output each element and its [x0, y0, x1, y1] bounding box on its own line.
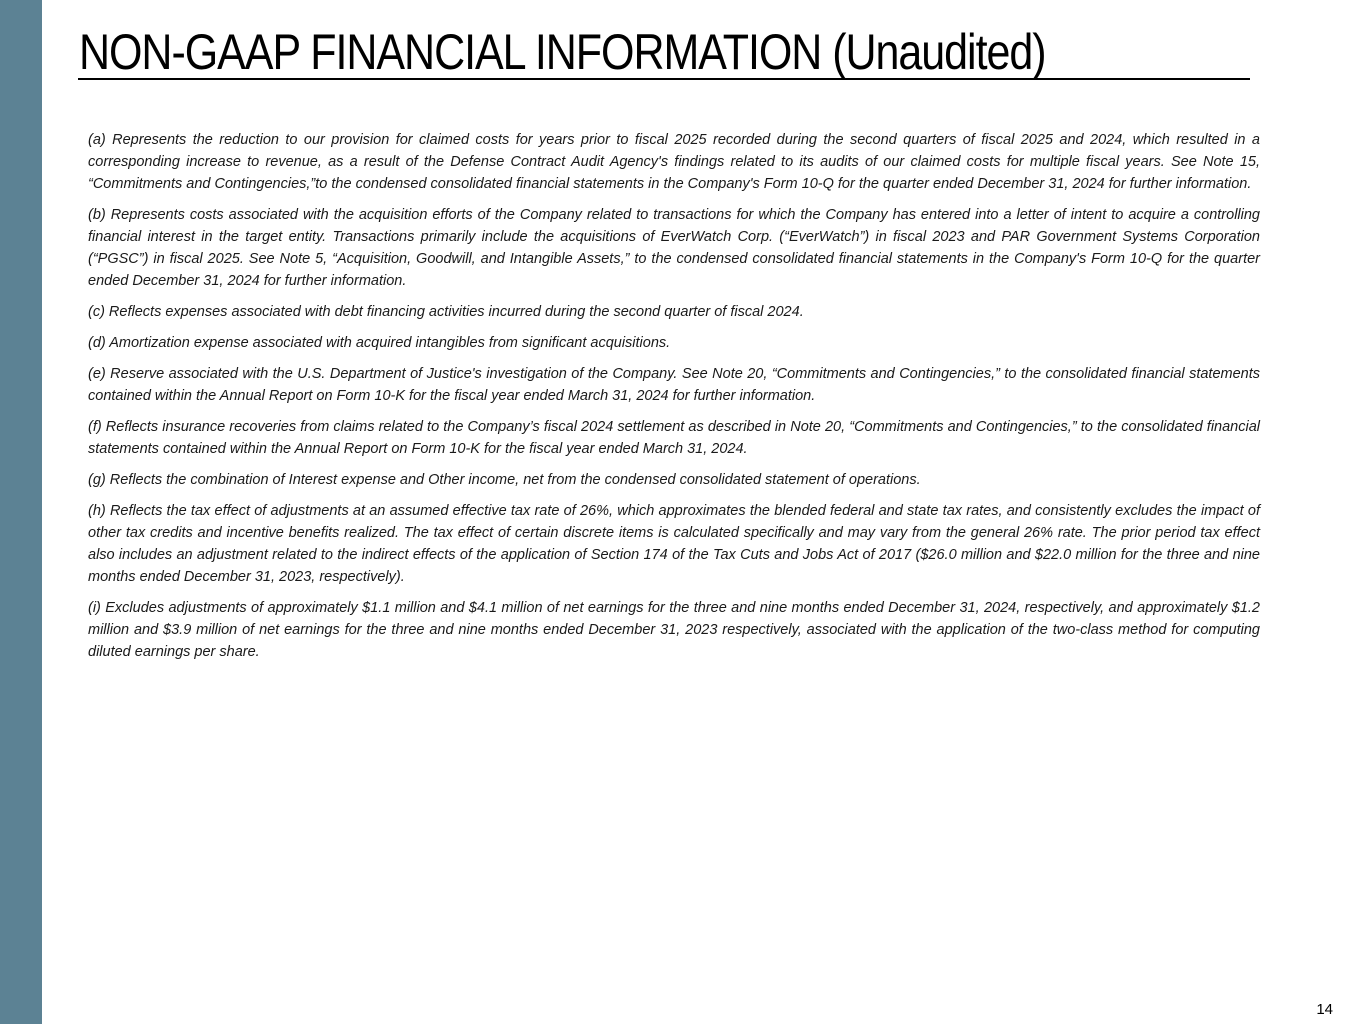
footnote-h: (h) Reflects the tax effect of adjustments at an assumed effective tax rate of 26%, which approximates the blended federal and state tax rates, and consistently excludes the impact of other tax credits and incentive benefits realized. The tax effect of certain discrete items is calculated specifically and may vary from the general 26% rate. The prior period tax effect also includes an adjustment related to the indirect effects of the application of Section 174 of the Tax Cuts and Jobs Act of 2017 ($26.0 million and $22.0 million for the three and nine months ended December 31, 2023, respectively). — [88, 503, 1260, 585]
footnote-f: (f) Reflects insurance recoveries from claims related to the Company’s fiscal 2024 settlement as described in Note 20, “Commitments and Contingencies,” to the consolidated financial statements contained within the Annual Report on Form 10-K for the fiscal year ended March 31, 2024. — [88, 419, 1260, 457]
footnote-d: (d) Amortization expense associated with acquired intangibles from significant acquisitions. — [88, 335, 671, 351]
footnote-g: (g) Reflects the combination of Interest expense and Other income, net from the condensed consolidated statement of operations. — [88, 472, 921, 488]
title-underline — [78, 78, 1250, 80]
footnotes-list — [88, 129, 1260, 672]
footnote-i: (i) Excludes adjustments of approximately $1.1 million and $4.1 million of net earnings for the three and nine months ended December 31, 2024, respectively, and approximately $1.2 million and $3.9 million of net earnings for the three and nine months ended December 31, 2023 respectively, associated with the application of the two-class method for computing diluted earnings per share. — [88, 600, 1260, 660]
footnote-e: (e) Reserve associated with the U.S. Department of Justice's investigation of the Company. See Note 20, “Commitments and Contingencies,” to the consolidated financial statements contained within the Annual Report on Form 10-K for the fiscal year ended March 31, 2024 for further information. — [88, 366, 1260, 404]
left-accent-bar — [0, 0, 42, 1024]
page-title: NON-GAAP FINANCIAL INFORMATION (Unaudited) — [79, 24, 1046, 80]
footnote-a: (a) Represents the reduction to our provision for claimed costs for years prior to fiscal 2025 recorded during the second quarters of fiscal 2025 and 2024, which resulted in a corresponding increase to revenue, as a result of the Defense Contract Audit Agency's findings related to its audits of our claimed costs for multiple fiscal years. See Note 15, “Commitments and Contingencies,”to the condensed consolidated financial statements in the Company's Form 10-Q for the quarter ended December 31, 2024 for further information. — [88, 132, 1260, 192]
footnote-c: (c) Reflects expenses associated with debt financing activities incurred during the second quarter of fiscal 2024. — [88, 304, 804, 320]
page-number: 14 — [1316, 1001, 1333, 1018]
footnote-b: (b) Represents costs associated with the acquisition efforts of the Company related to transactions for which the Company has entered into a letter of intent to acquire a controlling financial interest in the target entity. Transactions primarily include the acquisitions of EverWatch Corp. (“EverWatch”) in fiscal 2023 and PAR Government Systems Corporation (“PGSC”) in fiscal 2025. See Note 5, “Acquisition, Goodwill, and Intangible Assets,” to the condensed consolidated financial statements in the Company's Form 10-Q for the quarter ended December 31, 2024 for further information. — [88, 207, 1260, 289]
